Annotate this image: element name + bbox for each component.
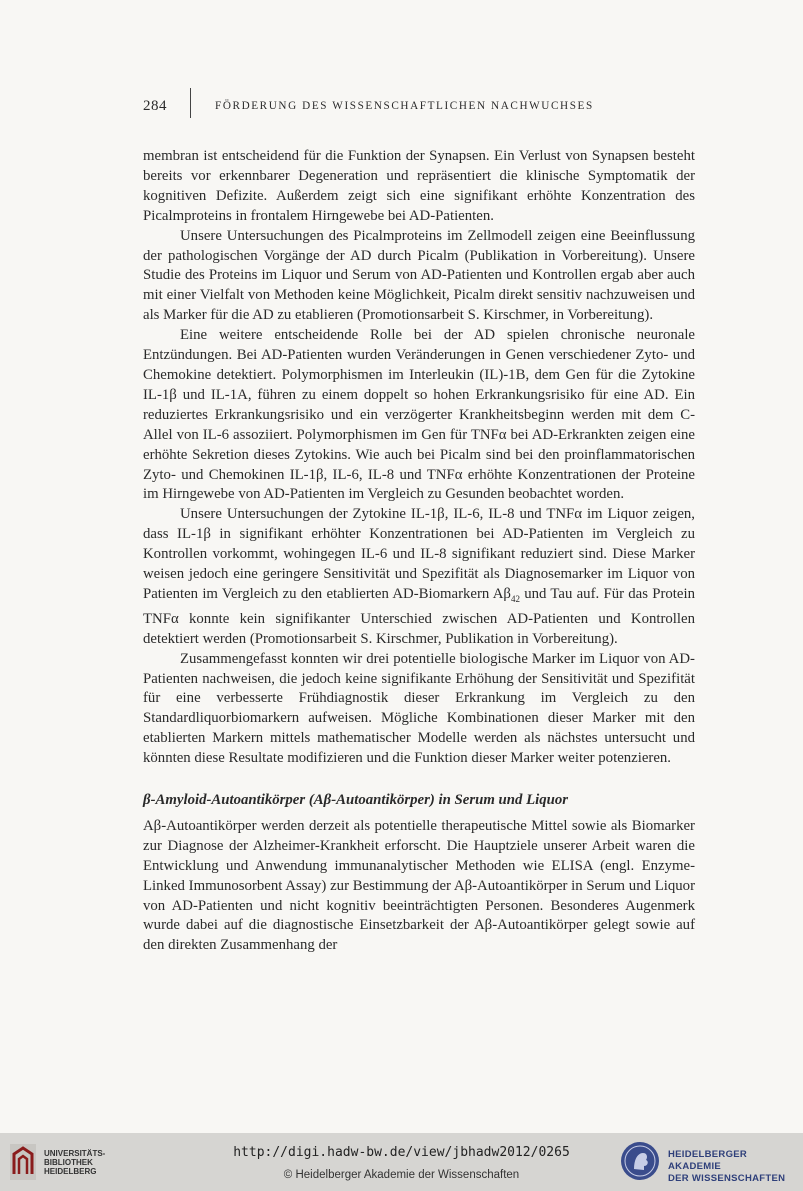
- paragraph: Eine weitere entscheidende Rolle bei der AD spielen chronische neuronale Entzündungen. Bei AD-Patienten wurden Veränderungen in Genen verschiedener Zyto- und Chemokine detektiert. Polymorphismen im Interleukin (IL)-1B, dem Gen für die Zytokine IL-1β und IL-1A, führen zu einem doppelt so hohen Erkrankungsrisiko für eine AD. Ein reduziertes Erkrankungsrisiko und ein verzögerter Krankheitsbeginn werden mit dem C-Allel von IL-6 assoziiert. Polymorphismen im Gen für TNFα bei AD-Erkrankten zeigen eine erhöhte Sekretion dieses Zytokins. Wie auch bei Picalm sind bei den proinflammatorischen Zyto- und Chemokinen IL-1β, IL-6, IL-8 und TNFα erhöhte Konzentrationen der Proteine im Hirngewebe von AD-Patienten im Vergleich zu Gesunden beobachtet worden.: [143, 327, 695, 503]
- body-text: [143, 147, 695, 956]
- section-heading: β-Amyloid-Autoantikörper (Aβ-Autoantikörper) in Serum und Liquor: [143, 792, 569, 809]
- paragraph-text: Unsere Untersuchungen der Zytokine IL-1β, IL-6, IL-8 und TNFα im Liquor zeigen, dass IL-1β in signifikant erhöhter Konzentrationen bei AD-Patienten im Vergleich zu Kontrollen vorkommt, wohingegen IL-6 und IL-8 signifikant reduziert sind. Diese Marker weisen jedoch eine geringere Sensitivität und Spezifität als Diagnosemarker im Liquor von Patienten im Vergleich zu den etablierten AD-Biomarkern Aβ: [143, 506, 695, 602]
- header-divider: [190, 88, 191, 118]
- academy-seal-icon: [620, 1141, 660, 1181]
- paragraph: [143, 505, 695, 649]
- copyright-text: © Heidelberger Akademie der Wissenschaften: [283, 1169, 520, 1181]
- page-number: 284: [143, 98, 167, 114]
- library-logo-text: UNIVERSITÄTS- BIBLIOTHEK HEIDELBERG: [44, 1149, 106, 1176]
- paragraph: Aβ-Autoantikörper werden derzeit als potentielle therapeutische Mittel sowie als Biomarker zur Diagnose der Alzheimer-Krankheit erforscht. Die Hauptziele unserer Arbeit waren die Entwicklung und Anwendung immunanalytischer Methoden wie ELISA (engl. Enzyme-Linked Immunosorbent Assay) zur Bestimmung der Aβ-Autoantikörper in Serum und Liquor von AD-Patienten und nicht kognitiv beeinträchtigten Personen. Besonderes Augenmerk wurde dabei auf die diagnostische Einsetzbarkeit der Aβ-Autoantikörper gelegt sowie auf den direkten Zusammenhang der: [143, 817, 695, 954]
- paragraph: Zusammengefasst konnten wir drei potentielle biologische Marker im Liquor von AD-Patienten nachweisen, die jedoch keine signifikante Erhöhung der Sensitivität und Spezifität für eine verbesserte Frühdiagnostik dieser Erkrankung im Vergleich zu den Standardliquorbiomarkern aufweisen. Mögliche Kombinationen dieser Marker mit den etablierten Markern mittels mathematischer Modelle werden als nächstes untersucht und könnten diese Resultate modifizieren und die Funktion dieser Marker weiter potenzieren.: [143, 650, 695, 767]
- running-title: FÖRDERUNG DES WISSENSCHAFTLICHEN NACHWUCHSES: [215, 100, 594, 112]
- paragraph-text: und Tau auf. Für das Protein TNFα konnte kein signifikanter Unterschied zwischen AD-Patienten und Kontrollen detektiert werden (Promotionsarbeit S. Kirschmer, Publikation in Vorbereitung).: [143, 585, 695, 647]
- page-header: [143, 98, 663, 118]
- paragraph: membran ist entscheidend für die Funktion der Synapsen. Ein Verlust von Synapsen besteht bereits vor erkennbarer Degeneration und repräsentiert die klinische Symptomatik der kognitiven Defizite. Außerdem zeigt sich eine signifikant erhöhte Konzentration des Picalmproteins in frontalem Hirngewebe bei AD-Patienten.: [143, 148, 695, 224]
- paragraph: Unsere Untersuchungen des Picalmproteins im Zellmodell zeigen eine Beeinflussung der pathologischen Vorgänge der AD durch Picalm (Publikation in Vorbereitung). Unsere Studie des Proteins im Liquor und Serum von AD-Patienten und Kontrollen ergab aber auch mit einer Vielfalt von Methoden keine Möglichkeit, Picalm direkt sensitiv nachzuweisen und als Marker für die AD zu etablieren (Promotionsarbeit S. Kirschmer, in Vorbereitung).: [143, 227, 695, 324]
- footer-bar: [0, 1133, 803, 1191]
- academy-logo-text: HEIDELBERGER AKADEMIE DER WISSENSCHAFTEN: [668, 1149, 786, 1184]
- document-url-link[interactable]: http://digi.hadw-bw.de/view/jbhadw2012/0265: [233, 1145, 570, 1160]
- academy-logo[interactable]: [620, 1141, 800, 1183]
- subscript: 42: [510, 593, 520, 604]
